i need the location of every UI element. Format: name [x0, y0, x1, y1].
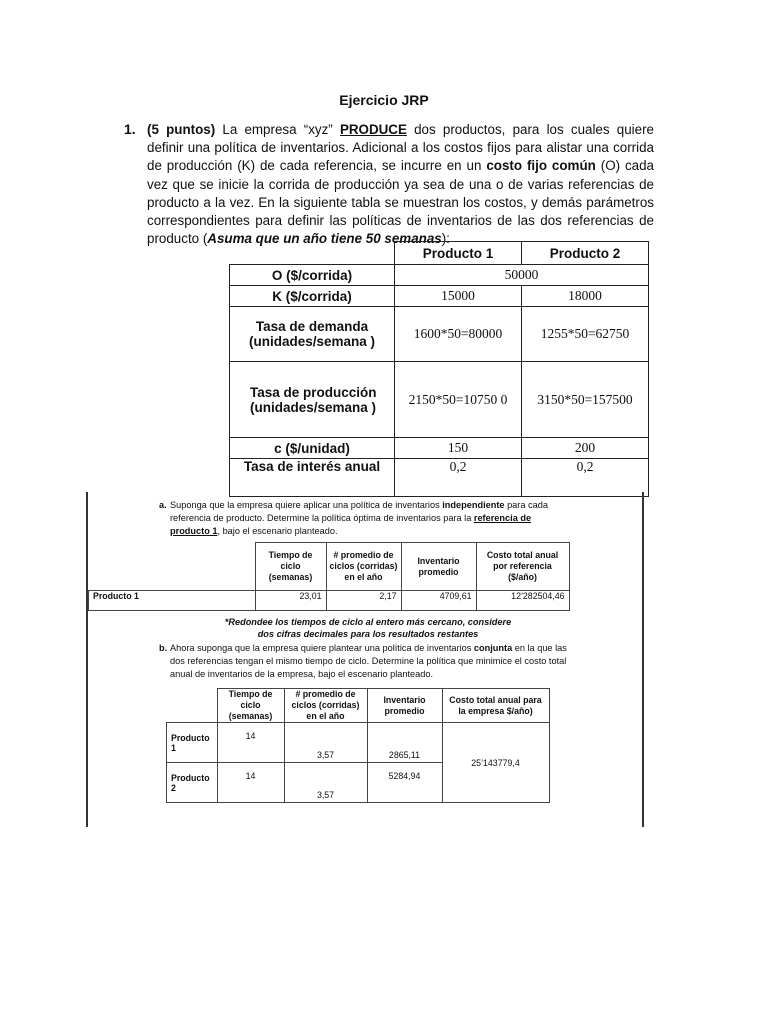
part-b-row1-inv: 2865,11 — [367, 723, 442, 763]
part-a-ref: referencia de producto 1 — [170, 513, 532, 536]
part-b-row1-runs: 3,57 — [284, 723, 367, 763]
part-b-text-1: Ahora suponga que la empresa quiere plantear una política de inventarios — [170, 643, 474, 653]
part-a-bold: independiente — [442, 500, 505, 510]
part-a-runs: 2,17 — [326, 591, 401, 611]
demanda-p2: 1255*50=62750 — [522, 307, 649, 362]
page-title: Ejercicio JRP — [339, 92, 429, 108]
part-a-text-1: Suponga que la empresa quiere aplicar una política de inventarios — [170, 500, 443, 510]
header-producto-1: Producto 1 — [395, 242, 522, 265]
part-b-corner — [167, 689, 218, 723]
part-a-text — [159, 499, 570, 538]
part-b-text — [159, 642, 570, 681]
part-a-corner — [89, 543, 256, 591]
part-b-h-inv: Inventario promedio — [367, 689, 442, 723]
question-text-2: dos productos, para los cuales quiere definir una política de inventarios. Adicional a los costos fijos para alistar una corrida de producción (K) de cada referencia, se incurre en un — [147, 122, 654, 174]
question-text-1: La empresa “xyz” — [215, 122, 340, 137]
part-a-letter: a. — [159, 500, 167, 510]
fixed-cost-term: costo fijo común — [486, 158, 596, 174]
part-b-letter: b. — [159, 643, 168, 653]
o-value: 50000 — [395, 265, 649, 286]
assume-note: Asuma que un año tiene 50 semanas — [207, 231, 442, 247]
part-b-bold: conjunta — [473, 643, 513, 653]
row-label-interes: Tasa de interés anual — [230, 459, 395, 497]
question-points: (5 puntos) — [147, 122, 216, 137]
produccion-p1: 2150*50=10750 0 — [395, 362, 522, 438]
row-label-produccion: Tasa de producción (unidades/semana ) — [230, 362, 395, 438]
part-b-text-2: en la que las dos referencias tengan el mismo tiempo de ciclo. Determine la política que minimice el costo total anual de inventarios de la empresa, bajo el escenario planteado. — [170, 643, 567, 679]
part-b-row2-cycle: 14 — [217, 763, 284, 803]
part-a-h-runs: # promedio de ciclos (corridas) en el año — [326, 543, 401, 591]
c-p1: 150 — [395, 438, 522, 459]
part-b-h-cost: Costo total anual para la empresa $/año) — [442, 689, 549, 723]
interes-p1: 0,2 — [395, 459, 522, 497]
part-b-row2-runs: 3,57 — [284, 763, 367, 803]
part-a-h-inv: Inventario promedio — [401, 543, 476, 591]
part-b-total: 25’143779,4 — [442, 723, 549, 803]
part-a-cycle: 23,01 — [255, 591, 326, 611]
produce-word: PRODUCE — [339, 122, 407, 137]
part-b-table — [166, 688, 550, 803]
produccion-p2: 3150*50=157500 — [522, 362, 649, 438]
parameters-table — [229, 241, 649, 497]
question-text — [147, 121, 654, 248]
header-producto-2: Producto 2 — [522, 242, 649, 265]
k-p1: 15000 — [395, 286, 522, 307]
part-b-row1-cycle: 14 — [217, 723, 284, 763]
part-b-row2-inv: 5284,94 — [367, 763, 442, 803]
part-b-row1-label: Producto 1 — [167, 723, 218, 763]
question-text-3: (O) cada vez que se inicie la corrida de producción ya sea de una o de varias referencias de producto a la vez. En la siguiente tabla se muestran los costos, y demás parámetros correspondientes para definir las políticas de inventarios de las dos referencias de producto ( — [147, 158, 655, 247]
row-label-k: K ($/corrida) — [230, 286, 395, 307]
part-a-row-label: Producto 1 — [89, 591, 256, 611]
demanda-p1: 1600*50=80000 — [395, 307, 522, 362]
question-text-4: ): — [441, 231, 450, 247]
part-b-h-cycle: Tiempo de ciclo (semanas) — [217, 689, 284, 723]
part-a-h-cost: Costo total anual por referencia ($/año) — [476, 543, 569, 591]
row-label-o: O ($/corrida) — [230, 265, 395, 286]
c-p2: 200 — [522, 438, 649, 459]
interes-p2: 0,2 — [522, 459, 649, 497]
part-a-text-2: para cada referencia de producto. Determine la política óptima de inventarios para la — [170, 500, 548, 523]
table-corner — [230, 242, 395, 265]
row-label-c: c ($/unidad) — [230, 438, 395, 459]
rounding-note: *Redondee los tiempos de ciclo al entero más cercano, considere dos cifras decimales para los resultados restantes — [224, 617, 512, 639]
part-b-h-runs: # promedio de ciclos (corridas) en el año — [284, 689, 367, 723]
part-a-inv: 4709,61 — [401, 591, 476, 611]
question-number: 1. — [124, 121, 136, 137]
part-a-cost: 12’282504,46 — [476, 591, 569, 611]
row-label-demanda: Tasa de demanda (unidades/semana ) — [230, 307, 395, 362]
part-b-row2-label: Producto 2 — [167, 763, 218, 803]
part-a-table — [88, 542, 570, 611]
k-p2: 18000 — [522, 286, 649, 307]
part-a-text-3: , bajo el escenario planteado. — [217, 526, 338, 536]
part-a-h-cycle: Tiempo de ciclo (semanas) — [255, 543, 326, 591]
embedded-answer-sheet — [86, 492, 644, 827]
